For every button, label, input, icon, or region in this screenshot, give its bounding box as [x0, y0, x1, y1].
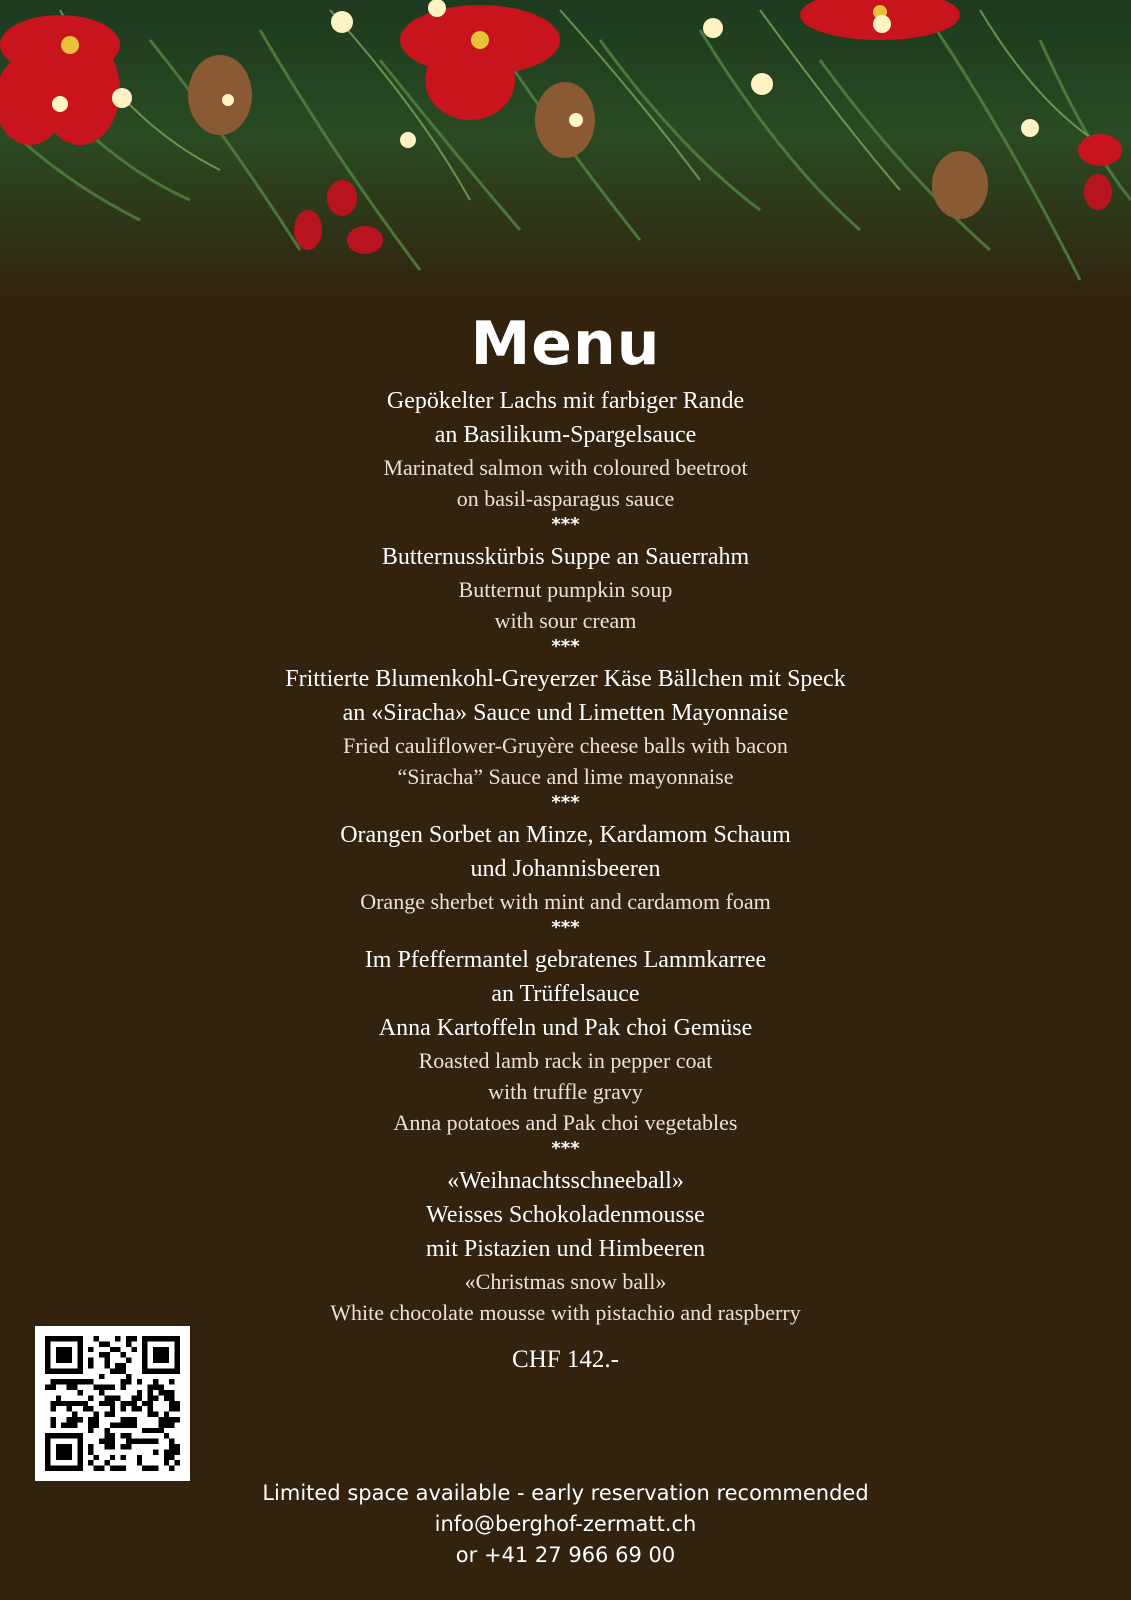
phone-number[interactable]: or +41 27 966 69 00	[455, 1543, 676, 1567]
course-separator: ***	[551, 1138, 580, 1159]
poinsettia-pine-garland-icon	[0, 0, 1131, 300]
course-separator: ***	[551, 917, 580, 938]
menu-price: CHF 142.-	[512, 1346, 619, 1373]
course-name-en: “Siracha” Sauce and lime mayonnaise	[397, 764, 734, 789]
course-separator: ***	[551, 636, 580, 657]
footer	[0, 1478, 1131, 1571]
course-name-de: Im Pfeffermantel gebratenes Lammkarree	[364, 947, 767, 973]
course	[0, 384, 1131, 514]
course-name-de: und Johannisbeeren	[470, 856, 661, 882]
course-name-de: Frittierte Blumenkohl-Greyerzer Käse Bällchen mit Speck	[285, 666, 846, 692]
course-name-en: «Christmas snow ball»	[464, 1269, 667, 1294]
christmas-garland-decoration	[0, 0, 1131, 300]
course-name-en: with sour cream	[494, 608, 637, 633]
email-link[interactable]: info@berghof-zermatt.ch	[434, 1512, 697, 1536]
reservation-notice: Limited space available - early reservation recommended	[262, 1481, 869, 1505]
menu-title: Menu	[470, 309, 661, 379]
course-name-en: Roasted lamb rack in pepper coat	[418, 1048, 713, 1073]
course-name-de: mit Pistazien und Himbeeren	[425, 1236, 706, 1262]
course-name-de: Weisses Schokoladenmousse	[426, 1202, 705, 1228]
course-name-de: Gepökelter Lachs mit farbiger Rande	[386, 388, 745, 414]
course-name-en: Fried cauliflower-Gruyère cheese balls with bacon	[343, 733, 788, 758]
course-name-de: Butternusskürbis Suppe an Sauerrahm	[381, 544, 750, 570]
course-name-en: Anna potatoes and Pak choi vegetables	[393, 1110, 738, 1135]
course	[0, 818, 1131, 917]
course-separator: ***	[551, 792, 580, 813]
course	[0, 662, 1131, 792]
course-name-de: an «Siracha» Sauce und Limetten Mayonnaise	[342, 700, 789, 726]
course-name-en: Marinated salmon with coloured beetroot	[383, 455, 748, 480]
course-name-de: «Weihnachtsschneeball»	[447, 1168, 684, 1194]
course-name-de: Anna Kartoffeln und Pak choi Gemüse	[378, 1015, 753, 1041]
course	[0, 1164, 1131, 1328]
course-name-en: White chocolate mousse with pistachio and raspberry	[330, 1300, 801, 1325]
course	[0, 943, 1131, 1138]
course-name-de: Orangen Sorbet an Minze, Kardamom Schaum	[340, 822, 791, 848]
course-name-en: with truffle gravy	[488, 1079, 643, 1104]
qr-code-icon	[45, 1336, 180, 1471]
course-name-de: an Trüffelsauce	[491, 981, 640, 1007]
course	[0, 540, 1131, 636]
course-name-en: Butternut pumpkin soup	[458, 577, 673, 602]
menu-courses	[0, 384, 1131, 1378]
course-name-en: on basil-asparagus sauce	[456, 486, 675, 511]
qr-code[interactable]	[35, 1326, 190, 1481]
course-name-en: Orange sherbet with mint and cardamom foam	[360, 889, 771, 914]
course-name-de: an Basilikum-Spargelsauce	[434, 422, 697, 448]
course-separator: ***	[551, 514, 580, 535]
